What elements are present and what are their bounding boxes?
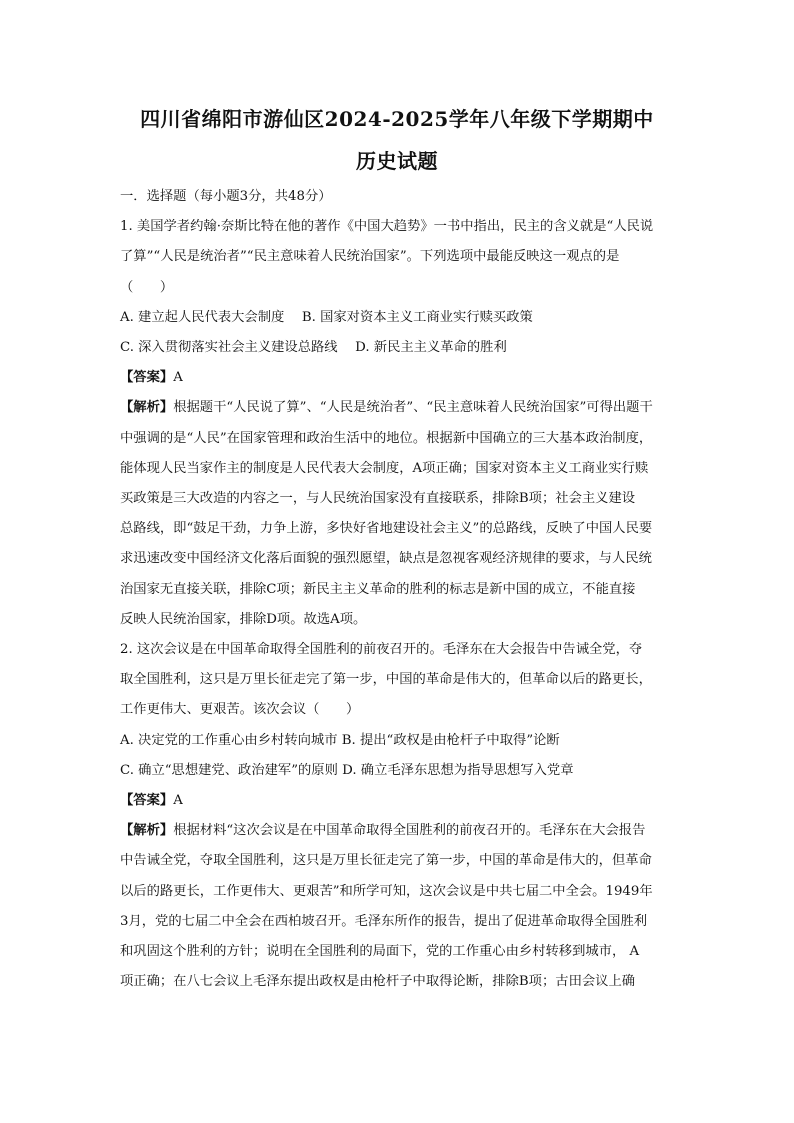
analysis-line: 求迅速改变中国经济文化落后面貌的强烈愿望，缺点是忽视客观经济规律的要求，与人民统: [120, 551, 652, 567]
analysis-line: 中强调的是“人民”在国家管理和政治生活中的地位。根据新中国确立的三大基本政治制度，: [120, 430, 653, 446]
answer-value: A: [173, 793, 183, 809]
question-1: [120, 212, 676, 635]
analysis-text: 根据题干“人民说了算”、“人民是统治者”、“民主意味着人民统治国家”可得出题干: [173, 400, 653, 416]
analysis-line: 和巩固这个胜利的方针；说明在全国胜利的局面下，党的工作重心由乡村转移到城市， A: [120, 944, 640, 960]
analysis-line: 能体现人民当家作主的制度是人民代表大会制度，A项正确；国家对资本主义工商业实行赎: [120, 460, 649, 476]
analysis-line: 项正确；在八七会议上毛泽东提出政权是由枪杆子中取得论断，排除B项；古田会议上确: [120, 974, 636, 990]
question-options: A. 决定党的工作重心由乡村转向城市 B. 提出“政权是由枪杆子中取得”论断: [120, 732, 560, 748]
question-stem-line: （ ）: [120, 279, 174, 295]
question-2: [120, 635, 676, 997]
analysis-label: 【解析】: [120, 823, 174, 839]
question-stem-line: 1. 美国学者约翰·奈斯比特在他的著作《中国大趋势》一书中指出，民主的含义就是“人民说: [120, 219, 654, 235]
question-options: C. 确立“思想建党、政治建军”的原则 D. 确立毛泽东思想为指导思想写入党章: [120, 762, 574, 778]
answer-value: A: [173, 370, 183, 386]
analysis-line: 总路线，即“鼓足干劲，力争上游，多快好省地建设社会主义”的总路线，反映了中国人民要: [120, 521, 653, 537]
question-options: C. 深入贯彻落实社会主义建设总路线 D. 新民主主义革命的胜利: [120, 340, 507, 356]
section-heading: 一．选择题（每小题3分，共48分）: [120, 189, 332, 204]
document-title: 四川省绵阳市游仙区2024-2025学年八年级下学期期中: [140, 107, 654, 131]
document-subtitle: 历史试题: [356, 149, 438, 173]
analysis-line: 反映人民统治国家，排除D项。故选A项。: [120, 611, 367, 627]
question-stem-line: 2. 这次会议是在中国革命取得全国胜利的前夜召开的。毛泽东在大会报告中告诫全党，夺: [120, 642, 643, 658]
answer-label: 【答案】: [120, 370, 174, 386]
answer-line: [120, 363, 676, 393]
question-options: A. 建立起人民代表大会制度 B. 国家对资本主义工商业实行赎买政策: [120, 309, 533, 325]
question-stem-line: 了算”“人民是统治者”“民主意味着人民统治国家”。下列选项中最能反映这一观点的是: [120, 249, 620, 265]
analysis-line: 3月，党的七届二中全会在西柏坡召开。毛泽东所作的报告，提出了促进革命取得全国胜利: [120, 913, 648, 929]
analysis-text: 根据材料“这次会议是在中国革命取得全国胜利的前夜召开的。毛泽东在大会报告: [173, 823, 646, 839]
question-stem-line: 取全国胜利，这只是万里长征走完了第一步，中国的革命是伟大的，但革命以后的路更长，: [120, 672, 652, 688]
analysis-line: 中告诫全党，夺取全国胜利，这只是万里长征走完了第一步，中国的革命是伟大的，但革命: [120, 853, 652, 869]
answer-label: 【答案】: [120, 793, 174, 809]
analysis-line: [120, 816, 676, 846]
analysis-label: 【解析】: [120, 400, 174, 416]
analysis-line: 买政策是三大改造的内容之一，与人民统治国家没有直接联系，排除B项；社会主义建设: [120, 491, 636, 507]
answer-line: [120, 786, 676, 816]
document-body: [120, 182, 676, 997]
analysis-line: 以后的路更长，工作更伟大、更艰苦”和所学可知，这次会议是中共七届二中全会。1949年: [120, 883, 653, 899]
analysis-line: [120, 393, 676, 423]
analysis-line: 治国家无直接关联，排除C项；新民主主义革命的胜利的标志是新中国的成立，不能直接: [120, 581, 636, 597]
question-stem-line: 工作更伟大、更艰苦。该次会议（ ）: [120, 702, 360, 718]
